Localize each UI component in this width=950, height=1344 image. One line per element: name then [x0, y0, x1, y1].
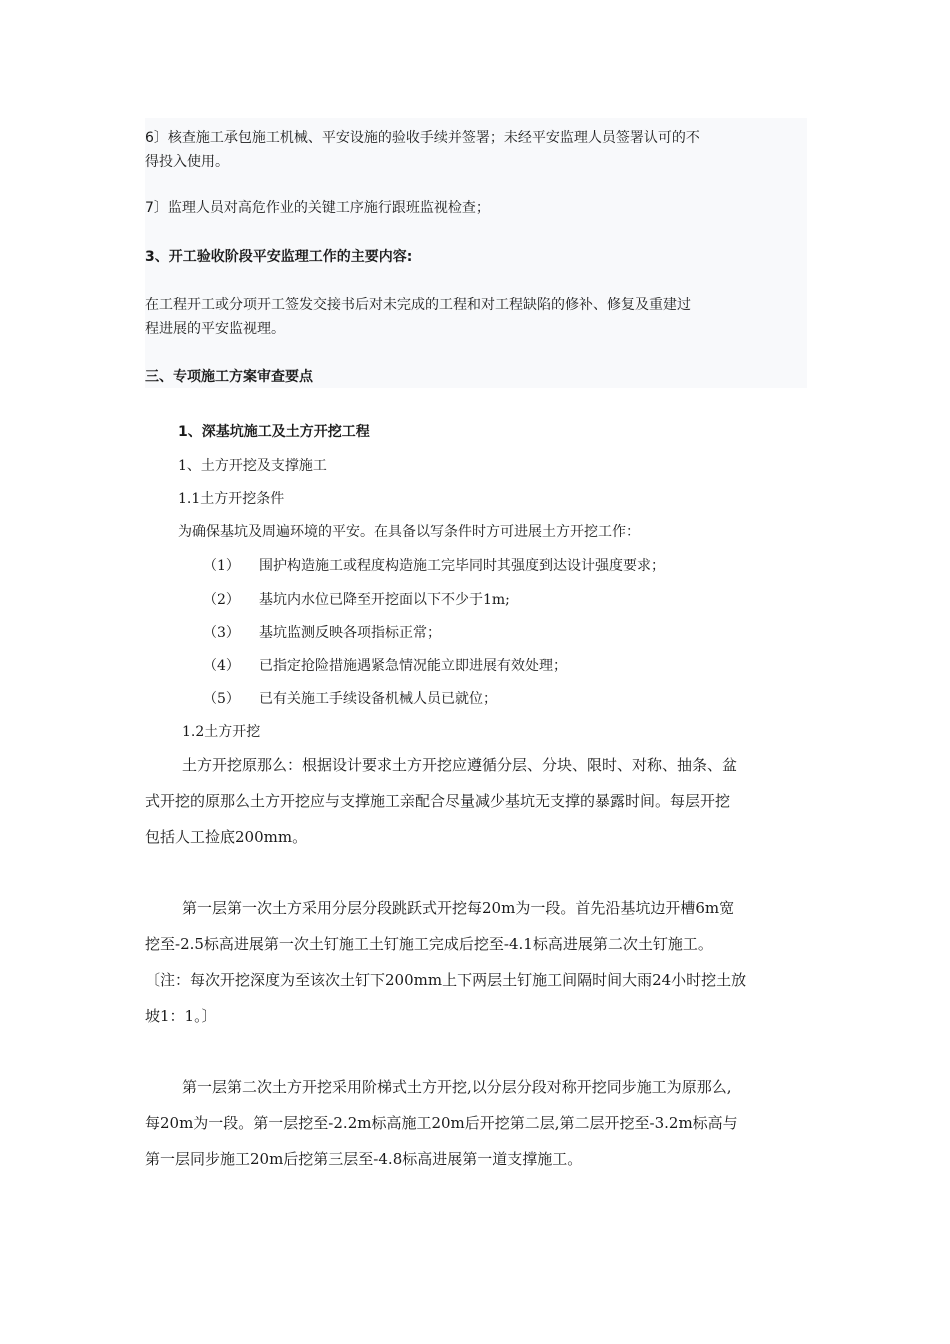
item7-text: 7〕监理人员对高危作业的关键工序施行跟班监视检查； [145, 200, 490, 216]
condition-number: （5） [203, 691, 240, 707]
principle-line2: 式开挖的原那么土方开挖应与支撑施工亲配合尽量减少基坑无支撑的暴露时间。每层开挖 [145, 792, 731, 810]
condition-number: （2） [203, 592, 240, 608]
principle-line3: 包括人工捡底200mm。 [145, 828, 308, 846]
para-line1: 在工程开工或分项开工签发交接书后对未完成的工程和对工程缺陷的修补、修复及重建过 [145, 297, 691, 313]
condition-number: （4） [203, 658, 240, 674]
condition-text: 已指定抢险措施遇紧急情况能立即进展有效处理； [259, 658, 567, 674]
layer1-line1: 第一层第一次土方采用分层分段跳跃式开挖每20m为一段。首先沿基坑边开槽6m宽 [182, 899, 735, 917]
condition-text: 基坑监测反映各项指标正常； [259, 625, 441, 641]
heading-3: 3、开工验收阶段平安监理工作的主要内容: [145, 249, 413, 265]
item6-line2: 得投入使用。 [145, 154, 229, 170]
condition-text: 基坑内水位已降至开挖面以下不少于1m; [259, 592, 510, 608]
layer1-line3: 〔注：每次开挖深度为至该次土钉下200mm上下两层土钉施工间隔时间大雨24小时挖土放 [145, 971, 747, 989]
section-title: 三、专项施工方案审查要点 [145, 369, 313, 385]
layer1-line4: 坡1：1。〕 [145, 1007, 217, 1025]
layer1-line2: 挖至-2.5标高进展第一次土钉施工土钉施工完成后挖至-4.1标高进展第二次土钉施工。 [145, 935, 713, 953]
item6-line1: 6〕核查施工承包施工机械、平安设施的验收手续并签署；未经平安监理人员签署认可的不 [145, 130, 700, 146]
subheading-1-2: 1.2土方开挖 [182, 724, 261, 740]
layer2-line2: 每20m为一段。第一层挖至-2.2m标高施工20m后开挖第二层,第二层开挖至-3.2m标高与 [145, 1114, 738, 1132]
condition-text: 围护构造施工或程度构造施工完毕同时其强度到达设计强度要求； [259, 558, 665, 574]
heading-deep-pit: 1、深基坑施工及土方开挖工程 [178, 424, 370, 440]
condition-number: （3） [203, 625, 240, 641]
condition-text: 已有关施工手续设备机械人员已就位； [259, 691, 497, 707]
para-line2: 程进展的平安监视理。 [145, 321, 285, 337]
conditions-intro: 为确保基坑及周遍环境的平安。在具备以写条件时方可进展土方开挖工作： [178, 524, 640, 540]
principle-line1: 土方开挖原那么：根据设计要求土方开挖应遵循分层、分块、限时、对称、抽条、盆 [182, 756, 738, 774]
layer2-line3: 第一层同步施工20m后挖第三层至-4.8标高进展第一道支撑施工。 [145, 1150, 583, 1168]
subheading-1: 1、土方开挖及支撑施工 [178, 458, 327, 474]
subheading-1-1: 1.1土方开挖条件 [178, 491, 285, 507]
condition-number: （1） [203, 558, 240, 574]
layer2-line1: 第一层第二次土方开挖采用阶梯式土方开挖,以分层分段对称开挖同步施工为原那么, [182, 1078, 732, 1096]
